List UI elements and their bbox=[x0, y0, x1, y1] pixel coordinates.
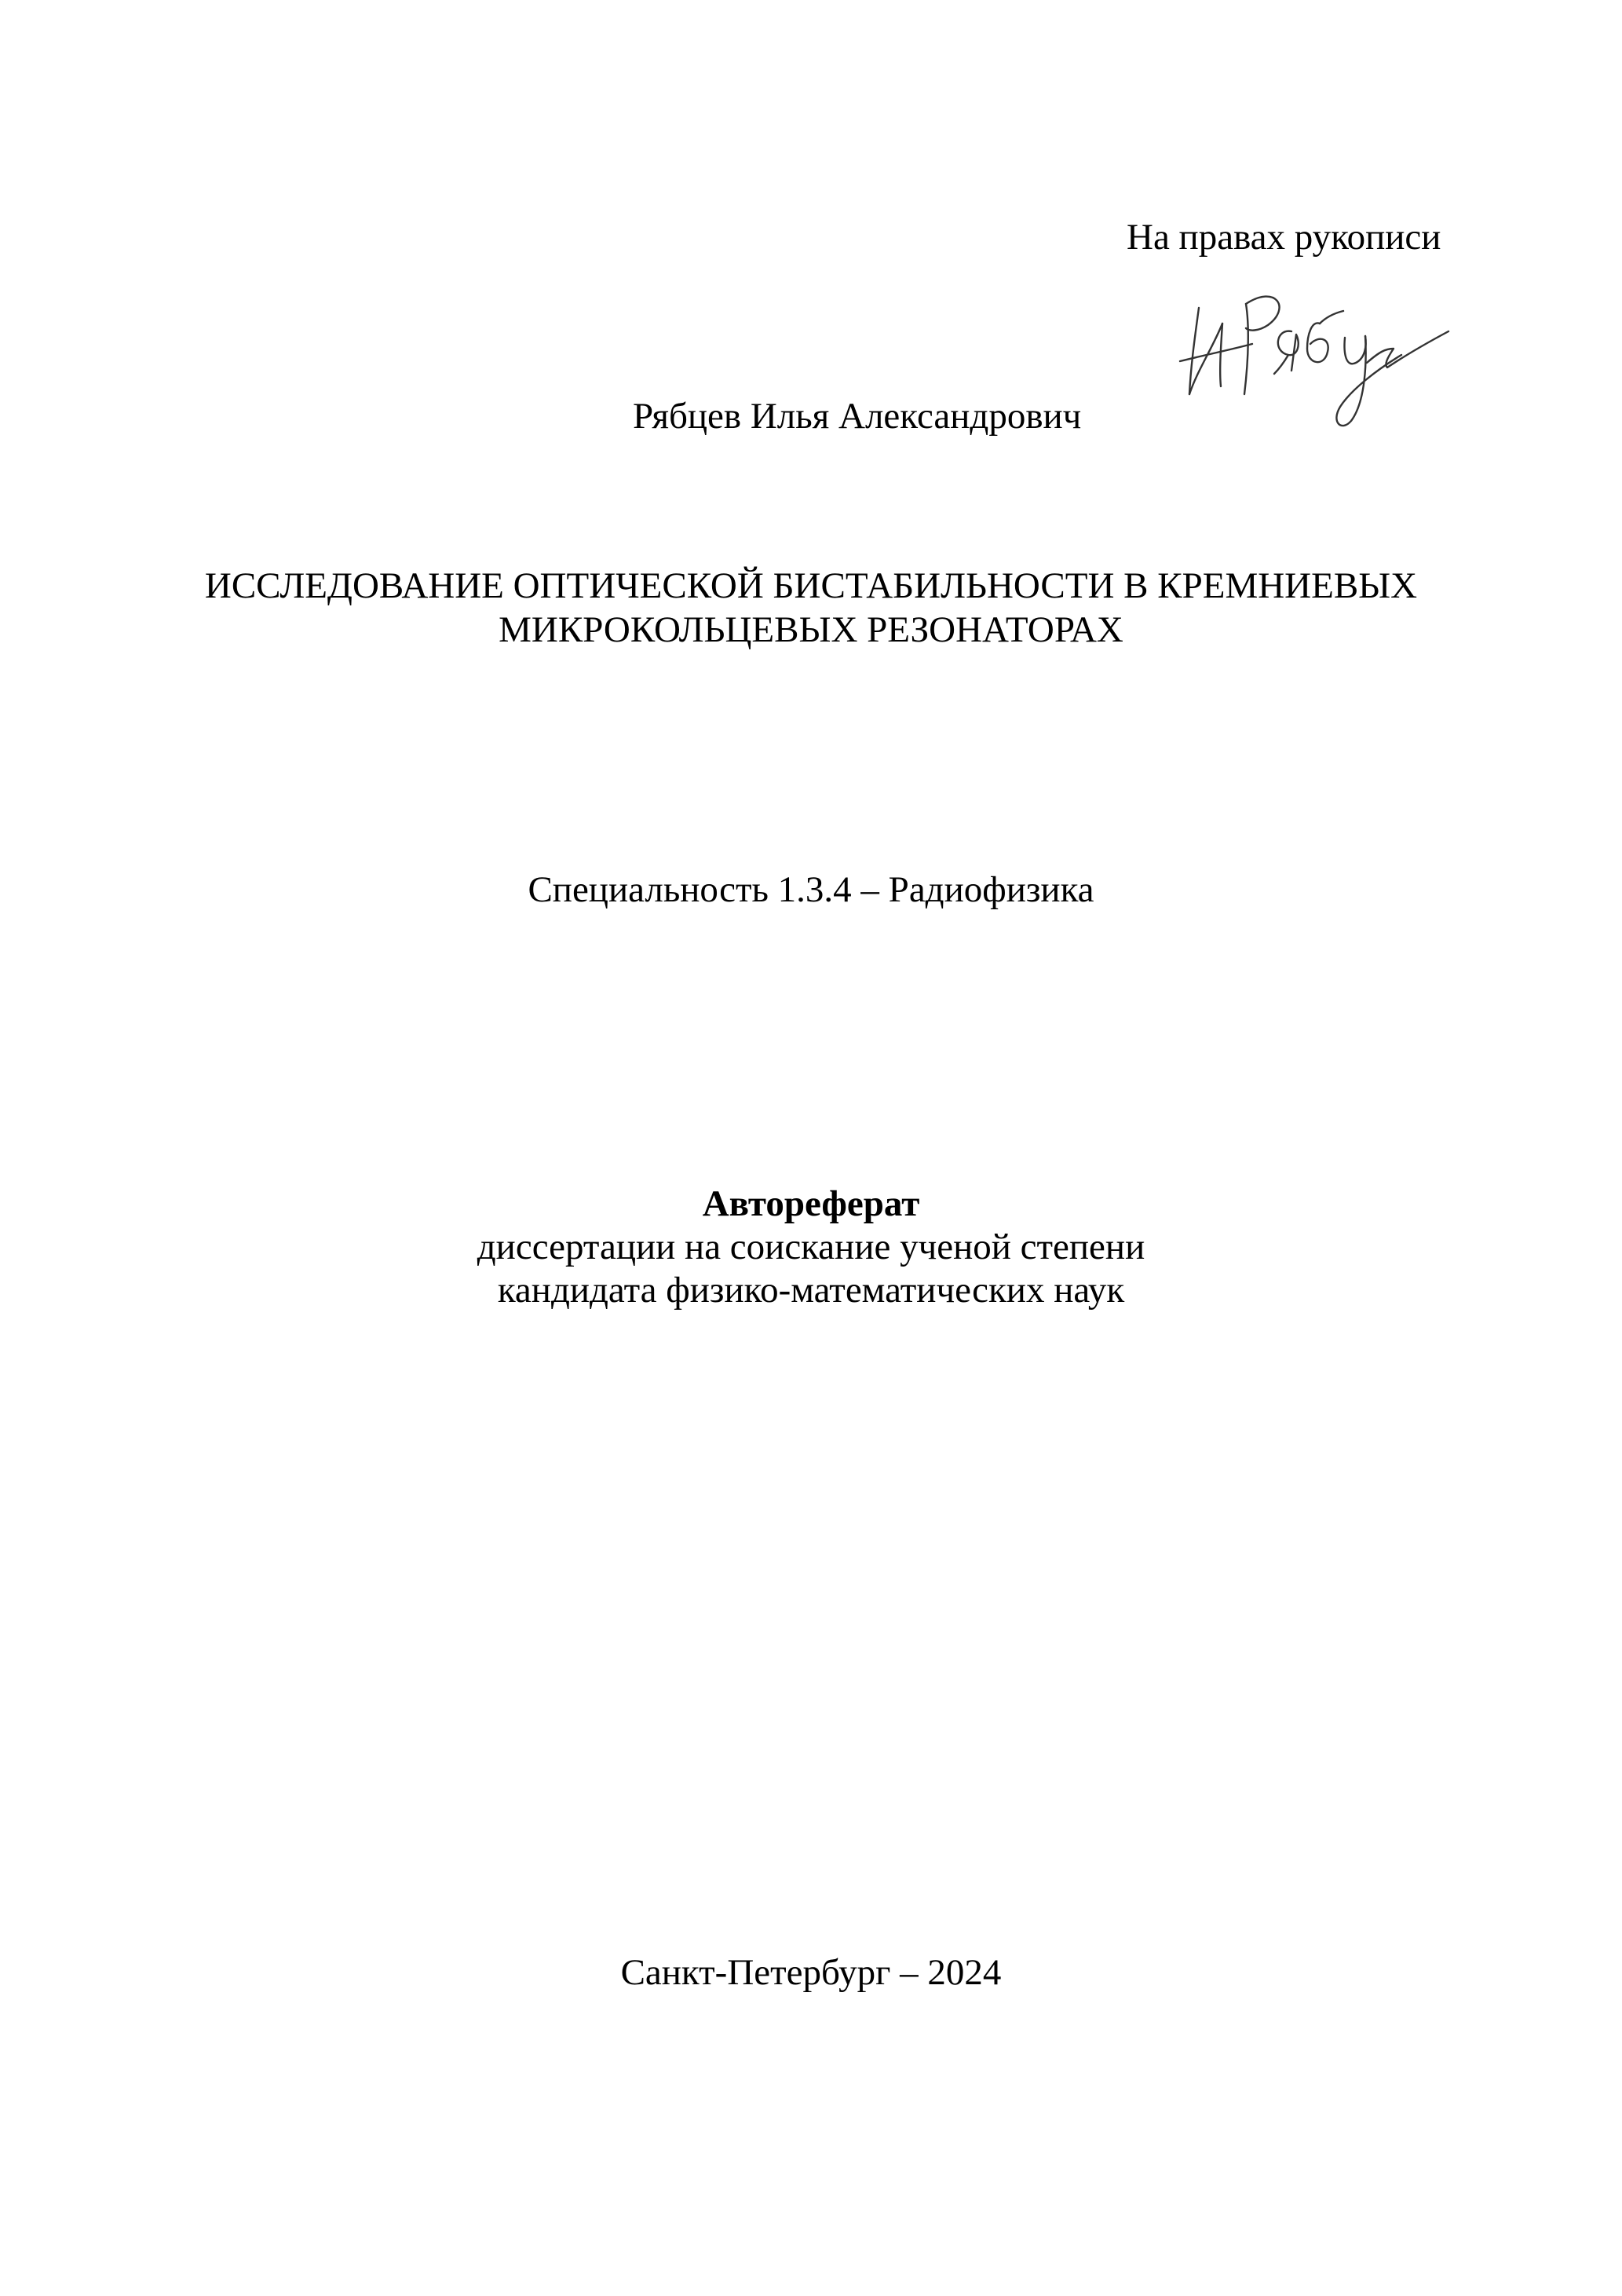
rights-note: На правах рукописи bbox=[1127, 217, 1441, 258]
abstract-line-1: диссертации на соискание ученой степени bbox=[477, 1227, 1145, 1267]
signature-icon bbox=[1174, 276, 1456, 449]
city-year: Санкт-Петербург – 2024 bbox=[620, 1952, 1002, 1993]
dissertation-title-line-2: МИКРОКОЛЬЦЕВЫХ РЕЗОНАТОРАХ bbox=[499, 609, 1123, 650]
abstract-line-2: кандидата физико-математических наук bbox=[497, 1270, 1125, 1311]
specialty: Специальность 1.3.4 – Радиофизика bbox=[528, 869, 1094, 910]
author-name: Рябцев Илья Александрович bbox=[633, 396, 1082, 437]
dissertation-title-line-1: ИССЛЕДОВАНИЕ ОПТИЧЕСКОЙ БИСТАБИЛЬНОСТИ В КРЕМНИЕВЫХ bbox=[204, 565, 1418, 606]
abstract-heading: Автореферат bbox=[702, 1183, 920, 1224]
